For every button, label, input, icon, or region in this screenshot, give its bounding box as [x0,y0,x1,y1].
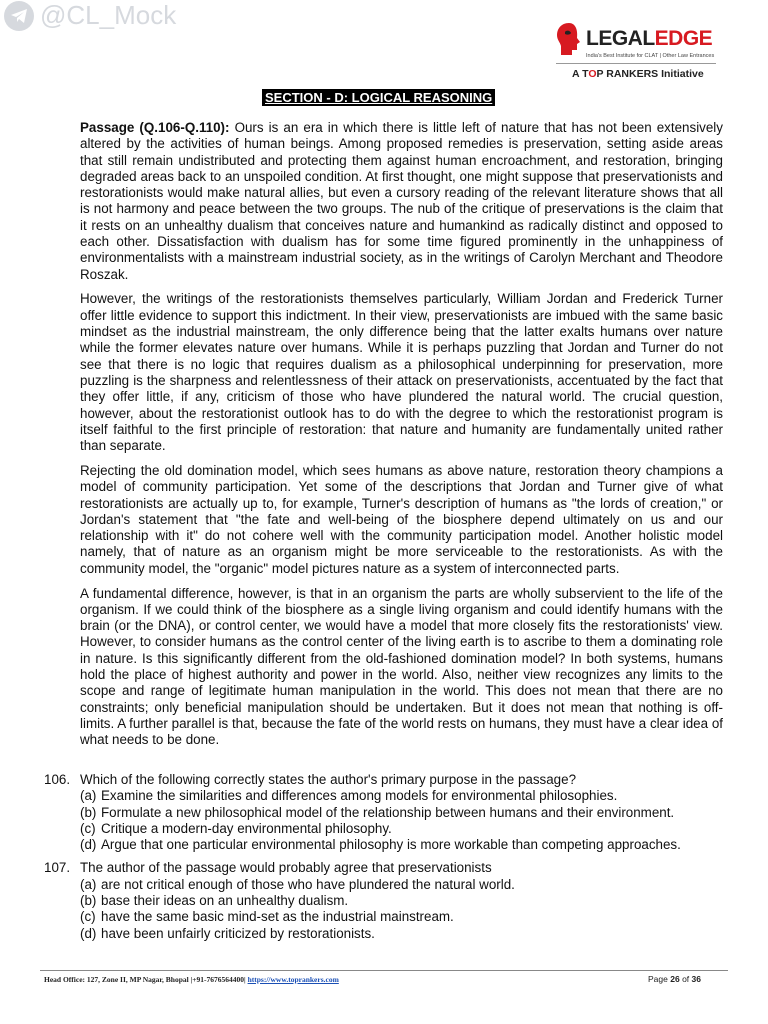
toprankers-initiative: A TOP RANKERS Initiative [572,68,704,80]
legaledge-logo [556,22,716,59]
page-number: Page 26 of 36 [648,974,702,984]
passage [80,120,723,757]
option[interactable]: (b) base their ideas on an unhealthy dualism. [80,893,349,909]
option[interactable]: (c) have the same basic mind-set as the industrial mainstream. [80,909,454,925]
passage-paragraph-2: However, the writings of the restorationists themselves particularly, William Jordan and Frederick Turner offer little evidence to support this indictment. In their view, preservationists are imbued with the same basic mindset as the industrial mainstream, the only difference being that the latter exalts humans over nature while the former elevates nature over humans. While it is perhaps puzzling that Jordan and Turner do not see that there is no logic that requires dualism as a philosophical underpinning for preservation, more puzzling is the sharpness and relentlessness of their attack on preservationists, accentuated by the fact that they offer little, if any, criticism of those who have plundered the natural world. The crucial question, however, about the restorationist outlook has to do with the degree to which the restorationist program is itself faithful to the first principle of restoration: that nature and humanity are fundamentally united rather than separate. [80,291,723,454]
watermark-text: @CL_Mock [40,0,177,30]
option[interactable]: (a) are not critical enough of those who have plundered the natural world. [80,876,515,892]
footer-address: Head Office: 127, Zone II, MP Nagar, Bhopal |+91-7676564400| https://www.toprankers.com [44,975,339,984]
telegram-watermark [4,0,176,31]
footer-divider [40,970,728,971]
logo-divider [556,63,716,64]
passage-paragraph-1: Passage (Q.106-Q.110): Ours is an era in which there is little left of nature that has not been extensively altered by the activities of human beings. Among proposed remedies is preservation, setting aside areas that still remain undistributed and protecting them against human encroachment, and restoration, bringing degraded areas back to an unspoiled condition. At first thought, one might suppose that preservationists and restorationists would make natural allies, but even a cursory reading of the relevant literature shows that all is not harmony and peace between the two groups. The nub of the critique of preservations is the claim that it rests on an unhealthy dualism that conceives nature and humankind as radically distinct and opposed to each other. Dissatisfaction with dualism has for some time figured prominently in the unhappiness of environmentalists with a mainstream industrial society, as in the writings of Carolyn Merchant and Theodore Roszak. [80,120,723,282]
telegram-icon [4,1,34,31]
question-106 [44,772,724,853]
option[interactable]: (a) Examine the similarities and differences among models for environmental philosophies. [80,788,618,804]
passage-label: Passage (Q.106-Q.110): [80,120,230,135]
question-number: 107. [44,860,71,876]
option[interactable]: (b) Formulate a new philosophical model of the relationship between humans and their environment. [80,804,675,820]
question-stem: The author of the passage would probably agree that preservationists [80,860,492,876]
option[interactable]: (d) Argue that one particular environmental philosophy is more workable than competing approaches. [80,837,681,853]
website-link[interactable]: https://www.toprankers.com [247,975,339,984]
section-title: SECTION - D: LOGICAL REASONING [262,89,495,106]
passage-paragraph-4: A fundamental difference, however, is that in an organism the parts are wholly subservient to the life of the organism. If we could think of the biosphere as a single living organism and could identify humans with the brain (or the DNA), or control center, we would have a model that more closely fits the restorationists' view. However, to consider humans as the control center of the living earth is to ascribe to them a dominating role in nature. Is this significantly different from the old-fashioned domination model? In both systems, humans hold the place of highest authority and power in the world. Also, neither view recognizes any limits to the scope and range of legitimate human manipulation in the world. This does not mean that there are no constraints; only beneficial manipulation should be undertaken. But it does not mean that nothing is off-limits. A further parallel is that, because the fate of the world rests on humans, they must have a clear idea of what needs to be done. [80,585,723,748]
question-stem: Which of the following correctly states the author's primary purpose in the passage? [80,772,577,787]
question-107 [44,860,724,941]
logo-wordmark: LEGALEDGE [586,27,713,50]
logo-tagline: India's Best Institute for CLAT | Other Law Entrances [586,53,715,59]
option[interactable]: (d) have been unfairly criticized by restorationists. [80,925,375,941]
head-profile-icon [556,22,582,56]
question-number: 106. [44,772,71,787]
passage-paragraph-3: Rejecting the old domination model, which sees humans as above nature, restoration theory champions a model of community participation. Yet some of the descriptions that Jordan and Turner give of what restorationists are actually up to, for example, Turner's description of humans as "the lords of creation," or Jordan's statement that "the fate and well-being of the biosphere depend ultimately on us and our relationship with it" do not cohere well with the community participation model. Another holistic model namely, that of nature as an organism might be more serviceable to the restorationists. As with the community model, the "organic" model pictures nature as a system of interconnected parts. [80,462,723,576]
option[interactable]: (c) Critique a modern-day environmental philosophy. [80,820,392,836]
questions [44,772,724,949]
